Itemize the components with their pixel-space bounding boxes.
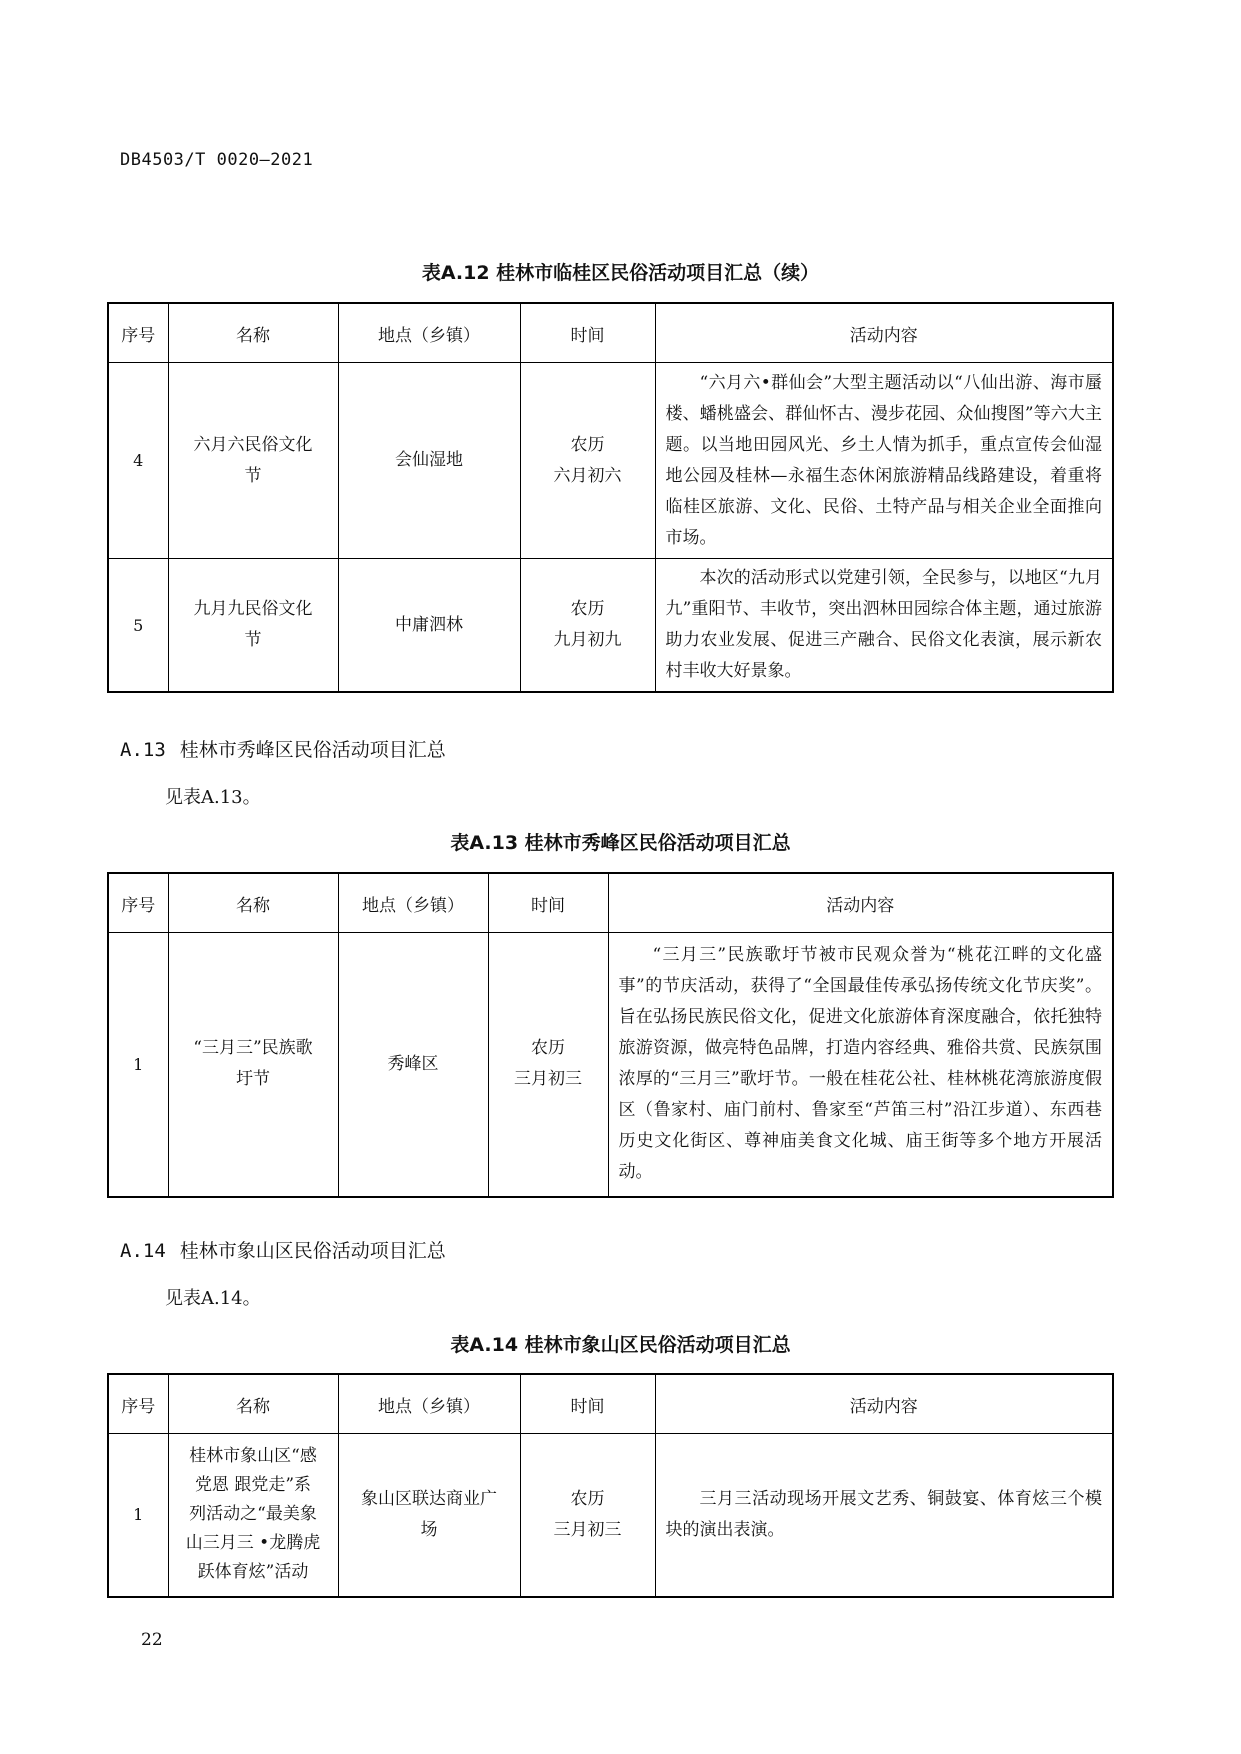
section-a13-reference: 见表A.13。 (165, 787, 261, 808)
cell-content (655, 559, 1113, 693)
header-location: 地点（乡镇） (338, 303, 520, 363)
section-title: 桂林市象山区民俗活动项目汇总 (179, 1240, 446, 1262)
name-line: 节 (244, 465, 262, 486)
table-a13-caption: 表A.13 桂林市秀峰区民俗活动项目汇总 (450, 832, 791, 854)
cell-content (655, 1434, 1113, 1597)
time-line: 六月初六 (553, 465, 622, 486)
header-content: 活动内容 (608, 873, 1113, 933)
table-row (108, 1434, 1113, 1597)
table-a13 (107, 872, 1114, 1198)
time-line: 农历 (570, 1488, 605, 1509)
name-line: 党恩 跟党走”系 (194, 1475, 312, 1496)
location-line: 象山区联达商业广 (361, 1488, 497, 1509)
content-text: “三月三”民族歌圩节被市民观众誉为“桃花江畔的文化盛事”的节庆活动，获得了“全国最佳传承弘扬传统文化节庆奖”。旨在弘扬民族民俗文化，促进文化旅游体育深度融合，依托独特旅游资源，做亮特色品牌，打造内容经典、雅俗共赏、民族氛围浓厚的“三月三”歌圩节。一般在桂花公社、桂林桃花湾旅游度假区（鲁家村、庙门前村、鲁家至“芦笛三村”沿江步道）、东西巷历史文化街区、尊神庙美食文化城、庙王街等多个地方开展活动。 (618, 945, 1102, 1183)
section-a13-heading (120, 735, 446, 762)
name-line: 桂林市象山区“感 (189, 1446, 317, 1467)
header-time: 时间 (488, 873, 608, 933)
name-line: 跃体育炫”活动 (197, 1562, 309, 1583)
header-content: 活动内容 (655, 1374, 1113, 1434)
section-a14-heading (120, 1236, 446, 1263)
section-number: A.14 (120, 1240, 166, 1262)
header-time: 时间 (520, 1374, 655, 1434)
header-name: 名称 (168, 1374, 338, 1434)
cell-seq: 1 (108, 933, 168, 1197)
cell-seq: 1 (108, 1434, 168, 1597)
header-location: 地点（乡镇） (338, 1374, 520, 1434)
header-content: 活动内容 (655, 303, 1113, 363)
name-line: 节 (244, 630, 262, 650)
table-row (108, 559, 1113, 693)
cell-time (520, 559, 655, 693)
table-a14-caption: 表A.14 桂林市象山区民俗活动项目汇总 (450, 1334, 791, 1356)
table-header-row (108, 303, 1113, 363)
time-line: 农历 (531, 1038, 565, 1059)
cell-time (488, 933, 608, 1197)
name-line: 六月六民俗文化 (193, 434, 313, 455)
table-a14 (107, 1373, 1114, 1598)
table-a12-caption: 表A.12 桂林市临桂区民俗活动项目汇总（续） (421, 262, 820, 284)
cell-time (520, 363, 655, 559)
name-line: 圩节 (236, 1069, 270, 1090)
section-a14-reference: 见表A.14。 (165, 1288, 261, 1309)
section-title: 桂林市秀峰区民俗活动项目汇总 (179, 739, 446, 761)
header-seq: 序号 (108, 873, 168, 933)
cell-location: 中庸泗林 (338, 559, 520, 693)
location-line: 场 (420, 1519, 438, 1540)
header-seq: 序号 (108, 1374, 168, 1434)
page-number: 22 (141, 1630, 163, 1650)
header-seq: 序号 (108, 303, 168, 363)
cell-name (168, 559, 338, 693)
cell-seq: 4 (108, 363, 168, 559)
header-name: 名称 (168, 303, 338, 363)
cell-content (655, 363, 1113, 559)
cell-content (608, 933, 1113, 1197)
name-line: 山三月三 •龙腾虎 (185, 1533, 321, 1554)
header-time: 时间 (520, 303, 655, 363)
table-header-row (108, 873, 1113, 933)
cell-location: 秀峰区 (338, 933, 488, 1197)
time-line: 三月初三 (514, 1069, 582, 1090)
header-name: 名称 (168, 873, 338, 933)
name-line: “三月三”民族歌 (193, 1038, 313, 1059)
table-row (108, 363, 1113, 559)
document-code: DB4503/T 0020—2021 (120, 150, 314, 170)
content-text: 三月三活动现场开展文艺秀、铜鼓宴、体育炫三个模块的演出表演。 (665, 1488, 1102, 1540)
time-line: 三月初三 (553, 1519, 622, 1540)
time-line: 九月初九 (553, 630, 622, 650)
name-line: 列活动之“最美象 (189, 1504, 317, 1525)
section-number: A.13 (120, 739, 166, 761)
table-row (108, 933, 1113, 1197)
cell-location: 会仙湿地 (338, 363, 520, 559)
cell-name (168, 933, 338, 1197)
time-line: 农历 (570, 599, 605, 619)
cell-location (338, 1434, 520, 1597)
table-a12 (107, 302, 1114, 693)
cell-name (168, 1434, 338, 1597)
table-header-row (108, 1374, 1113, 1434)
content-text: “六月六•群仙会”大型主题活动以“八仙出游、海市蜃楼、蟠桃盛会、群仙怀古、漫步花园、众仙搜图”等六大主题。以当地田园风光、乡土人情为抓手，重点宣传会仙湿地公园及桂林—永福生态休闲旅游精品线路建设，着重将临桂区旅游、文化、民俗、土特产品与相关企业全面推向市场。 (665, 372, 1102, 548)
time-line: 农历 (570, 434, 605, 455)
cell-name (168, 363, 338, 559)
cell-seq: 5 (108, 559, 168, 693)
cell-time (520, 1434, 655, 1597)
content-text: 本次的活动形式以党建引领，全民参与，以地区“九月九”重阳节、丰收节，突出泗林田园综合体主题，通过旅游助力农业发展、促进三产融合、民俗文化表演，展示新农村丰收大好景象。 (665, 568, 1102, 681)
header-location: 地点（乡镇） (338, 873, 488, 933)
name-line: 九月九民俗文化 (193, 599, 313, 619)
